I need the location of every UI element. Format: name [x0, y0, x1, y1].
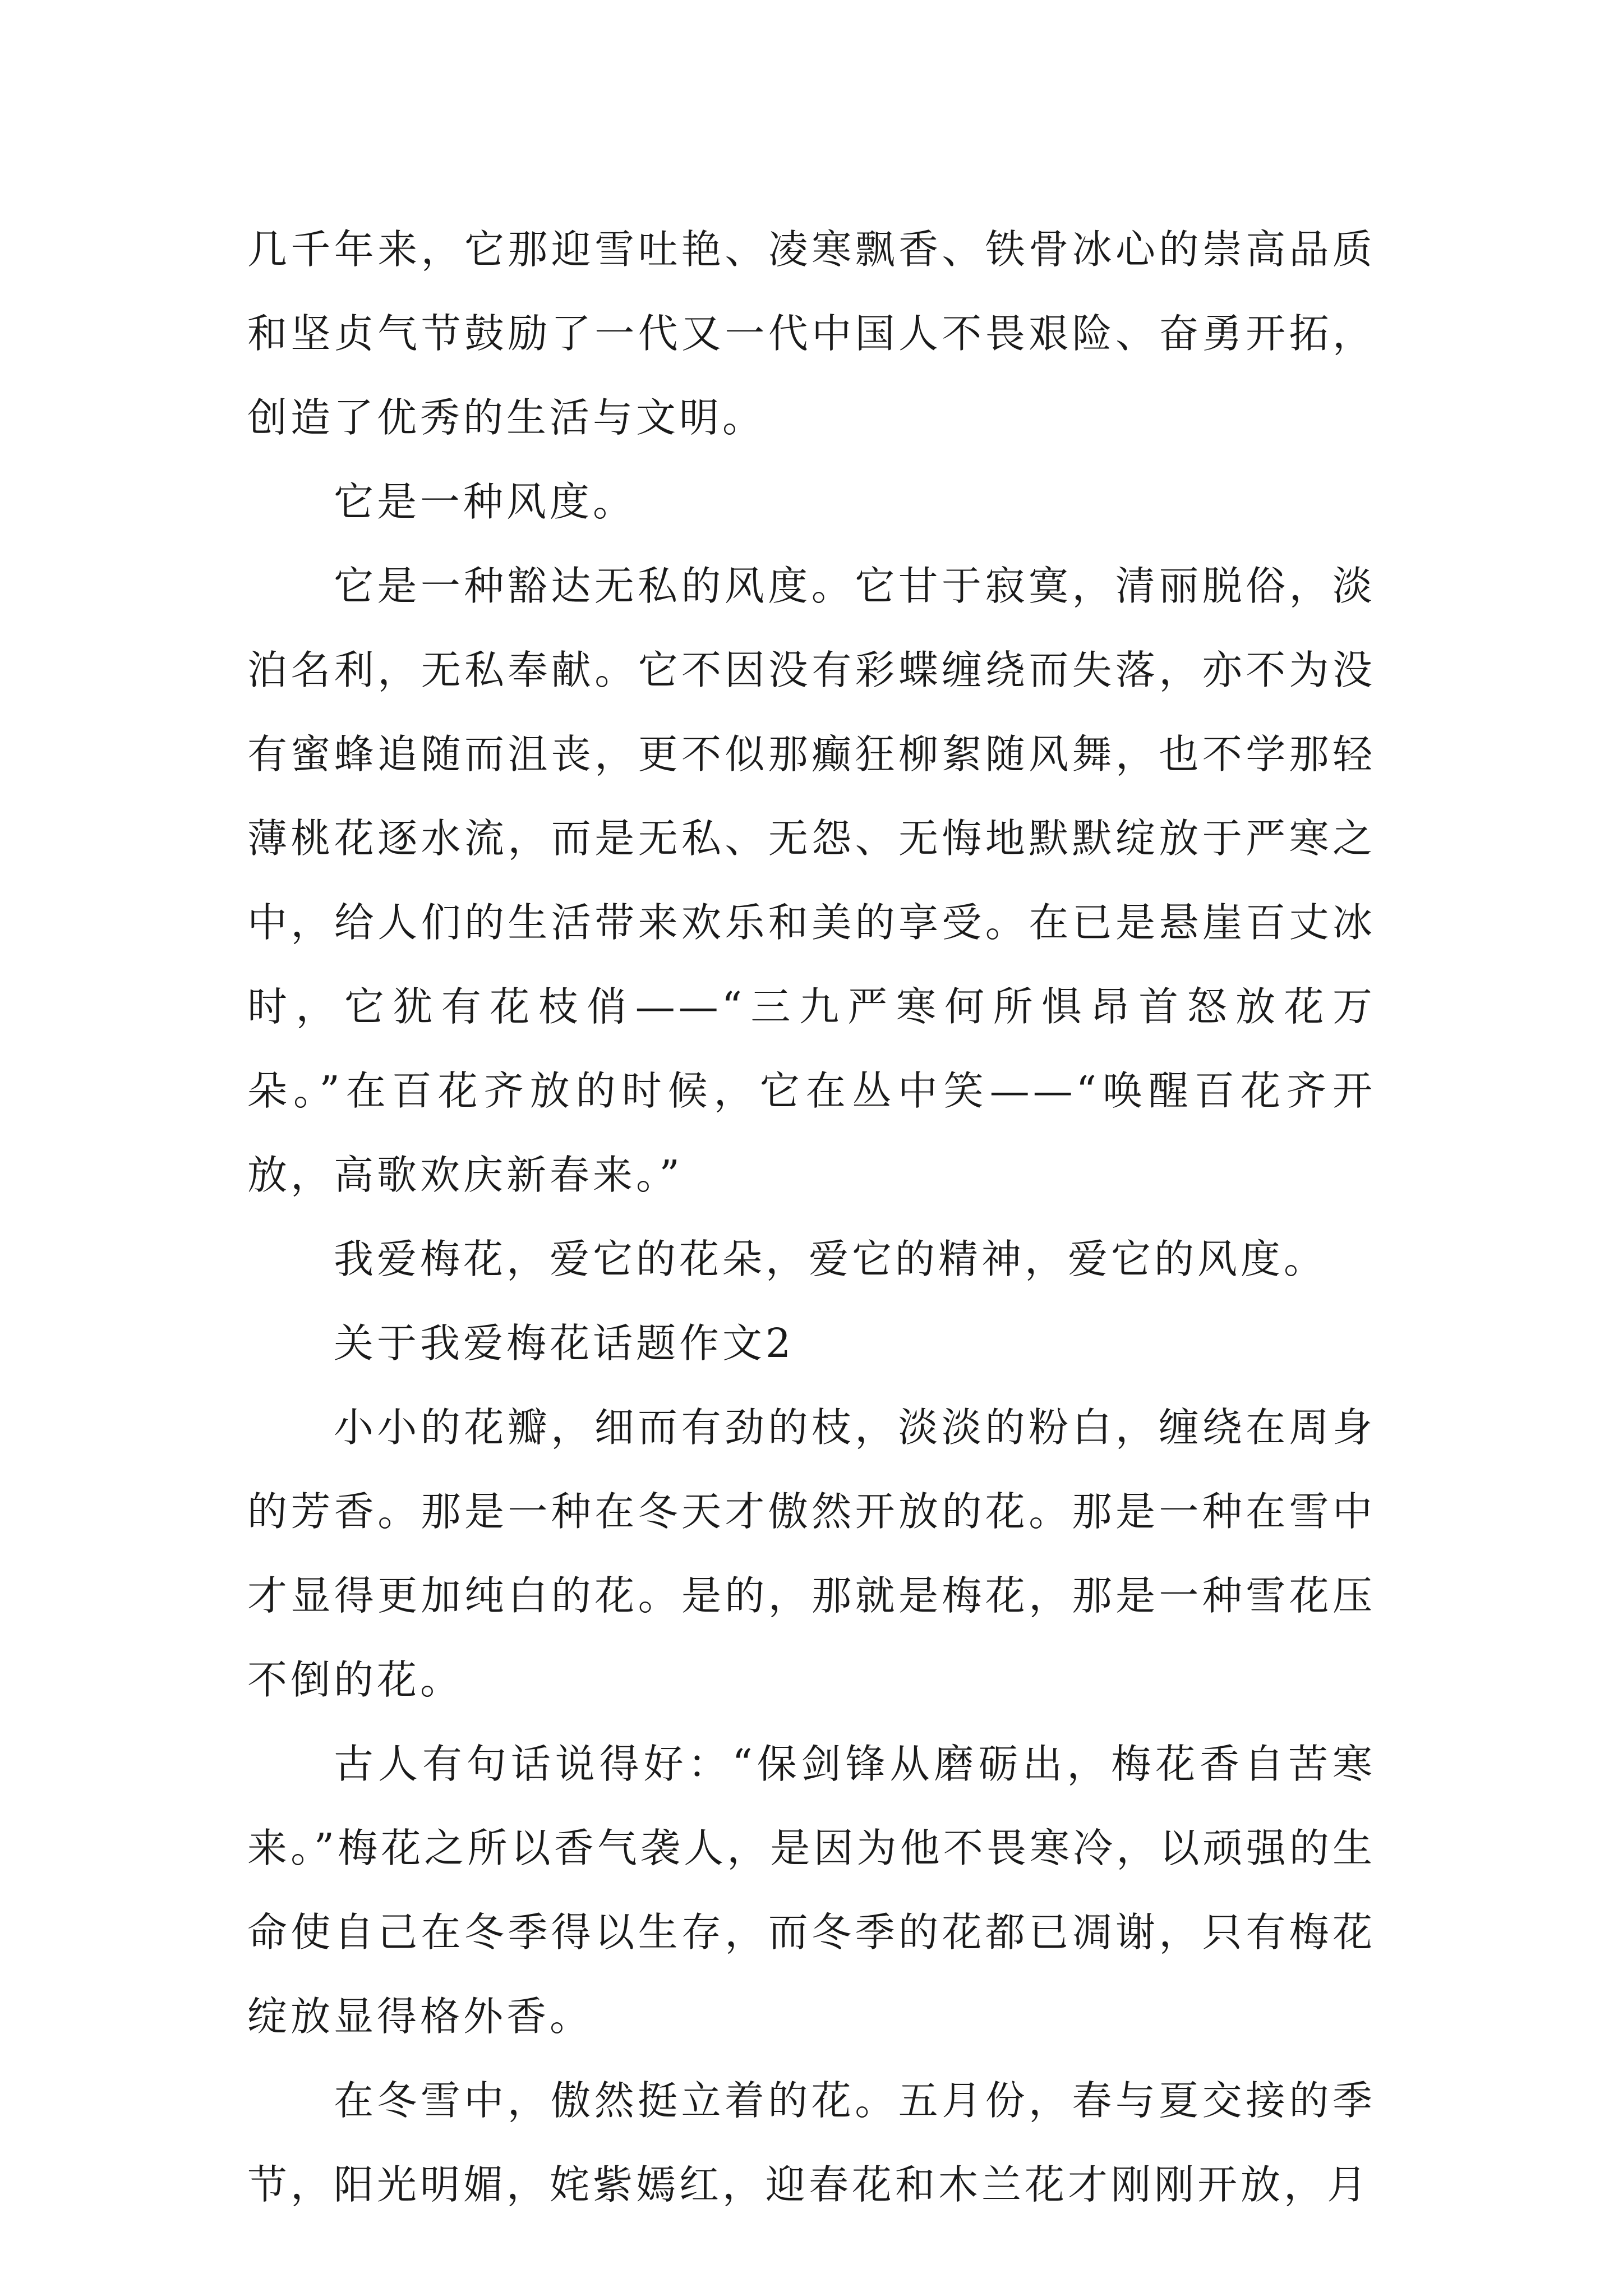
section-heading: 关于我爱梅花话题作文2: [334, 1320, 795, 1366]
paragraph-continuation: 几千年来，它那迎雪吐艳、凌寒飘香、铁骨冰心的崇高品质和坚贞气节鼓励了一代又一代中国人不畏艰险、奋勇开拓，创造了优秀的生活与文明。: [247, 226, 1376, 441]
paragraph-dongxue: 在冬雪中，傲然挺立着的花。五月份，春与夏交接的季节，阳光明媚，姹紫嫣红，迎春花和木兰花才刚刚开放，月: [247, 2077, 1376, 2208]
paragraph-huoda: 它是一种豁达无私的风度。它甘于寂寞，清丽脱俗，淡泊名利，无私奉献。它不因没有彩蝶缠绕而失落，亦不为没有蜜蜂追随而沮丧，更不似那癫狂柳絮随风舞，也不学那轻薄桃花逐水流，而是无私、无怨、无悔地默默绽放于严寒之中，给人们的生活带来欢乐和美的享受。在已是悬崖百丈冰时，它犹有花枝俏——“三九严寒何所惧昂首怒放花万朵。”在百花齐放的时候，它在丛中笑——“唤醒百花齐开放，高歌欢庆新春来。”: [247, 563, 1376, 1198]
paragraph-wo-ai-meihua: 我爱梅花，爱它的花朵，爱它的精神，爱它的风度。: [334, 1236, 1327, 1282]
paragraph-xiaoxiao: 小小的花瓣，细而有劲的枝，淡淡的粉白，缠绕在周身的芳香。那是一种在冬天才傲然开放的花。那是一种在雪中才显得更加纯白的花。是的，那就是梅花，那是一种雪花压不倒的花。: [247, 1404, 1376, 1703]
paragraph-fengdu: 它是一种风度。: [334, 478, 637, 525]
document-body: [247, 208, 1376, 2227]
paragraph-guren: 古人有句话说得好：“保剑锋从磨砺出，梅花香自苦寒来。”梅花之所以香气袭人，是因为他不畏寒冷，以顽强的生命使自己在冬季得以生存，而冬季的花都已凋谢，只有梅花绽放显得格外香。: [247, 1741, 1376, 2040]
